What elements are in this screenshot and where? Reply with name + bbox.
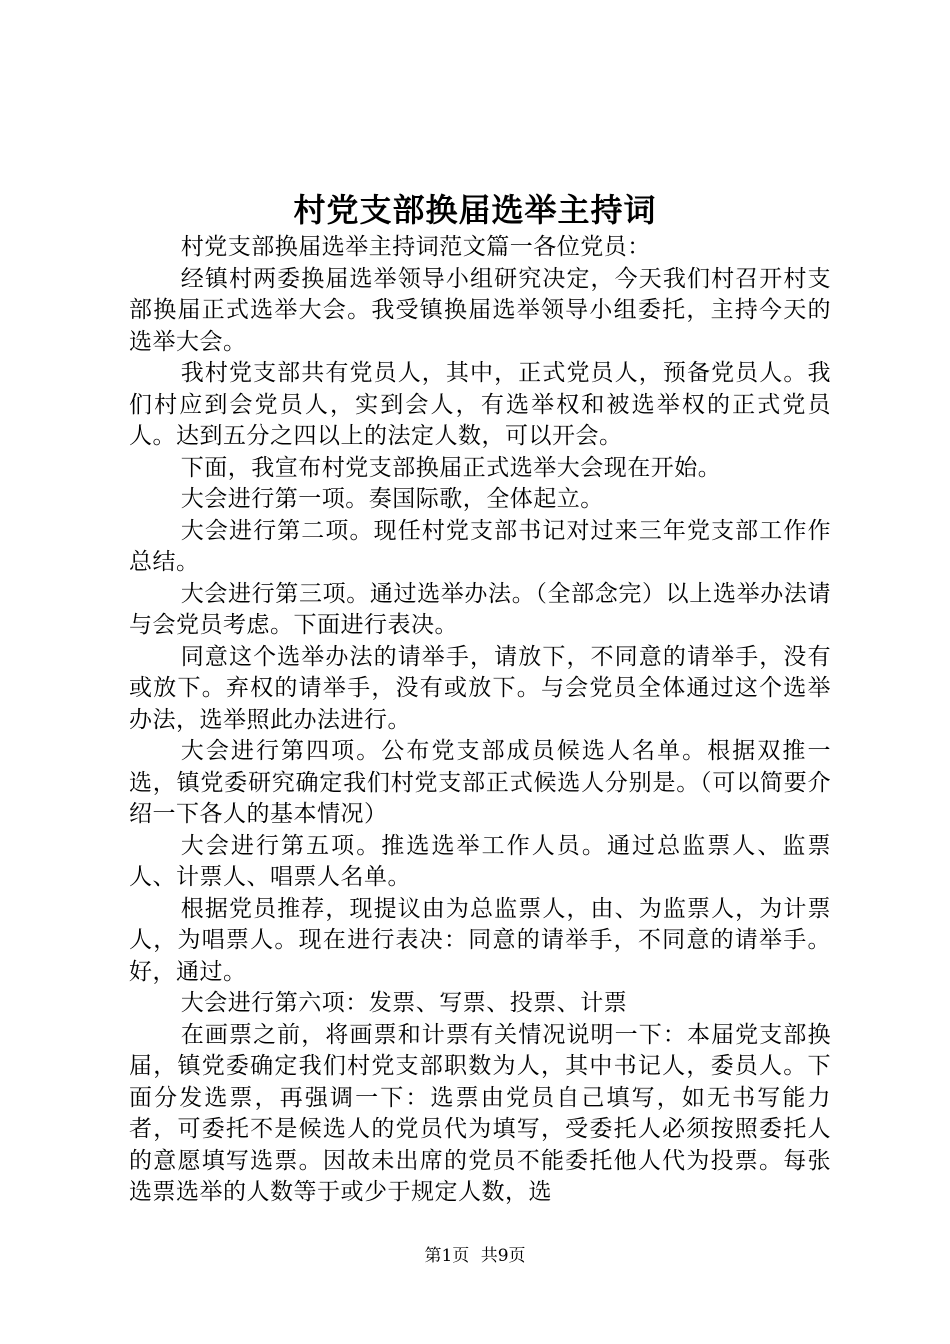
page-total: 共9页 (480, 1246, 526, 1266)
paragraph: 下面，我宣布村党支部换届正式选举大会现在开始。 (180, 454, 722, 481)
paragraph: 我村党支部共有党员人，其中，正式党员人，预备党员人。我们村应到会党员人，实到会人，有选举权和被选举权的正式党员人。达到五分之四以上的法定人数，可以开会。 (129, 360, 831, 449)
paragraph: 大会进行第三项。通过选举办法。（全部念完）以上选举办法请与会党员考虑。下面进行表决。 (129, 580, 831, 638)
paragraph: 大会进行第一项。奏国际歌，全体起立。 (180, 486, 604, 512)
paragraph: 大会进行第二项。现任村党支部书记对过来三年党支部工作作总结。 (129, 517, 831, 575)
paragraph: 根据党员推荐，现提议由为总监票人，由、为监票人，为计票人，为唱票人。现在进行表决：同意的请举手，不同意的请举手。好，通过。 (129, 895, 831, 985)
document-body (129, 232, 831, 1209)
document-title: 村党支部换届选举主持词 (293, 191, 657, 229)
paragraph: 在画票之前，将画票和计票有关情况说明一下：本届党支部换届，镇党委确定我们村党支部职数为人，其中书记人，委员人。下面分发选票，再强调一下：选票由党员自己填写，如无书写能力者，可委托不是候选人的党员代为填写，受委托人必须按照委托人的意愿填写选票。因故未出席的党员不能委托他人代为投票。每张选票选举的人数等于或少于规定人数，选 (129, 1021, 831, 1205)
paragraph: 大会进行第四项。公布党支部成员候选人名单。根据双推一选，镇党委研究确定我们村党支部正式候选人分别是。（可以简要介绍一下各人的基本情况） (129, 738, 831, 827)
paragraph: 同意这个选举办法的请举手，请放下，不同意的请举手，没有或放下。弃权的请举手，没有或放下。与会党员全体通过这个选举办法，选举照此办法进行。 (129, 643, 831, 733)
paragraph: 大会进行第五项。推选选举工作人员。通过总监票人、监票人、计票人、唱票人名单。 (129, 832, 831, 890)
paragraph: 村党支部换届选举主持词范文篇一各位党员： (180, 234, 651, 260)
paragraph: 经镇村两委换届选举领导小组研究决定，今天我们村召开村支部换届正式选举大会。我受镇换届选举领导小组委托，主持今天的选举大会。 (129, 265, 831, 355)
page-footer (0, 1244, 950, 1268)
paragraph: 大会进行第六项：发票、写票、投票、计票 (180, 990, 628, 1016)
page-number: 第1页 (424, 1246, 470, 1266)
